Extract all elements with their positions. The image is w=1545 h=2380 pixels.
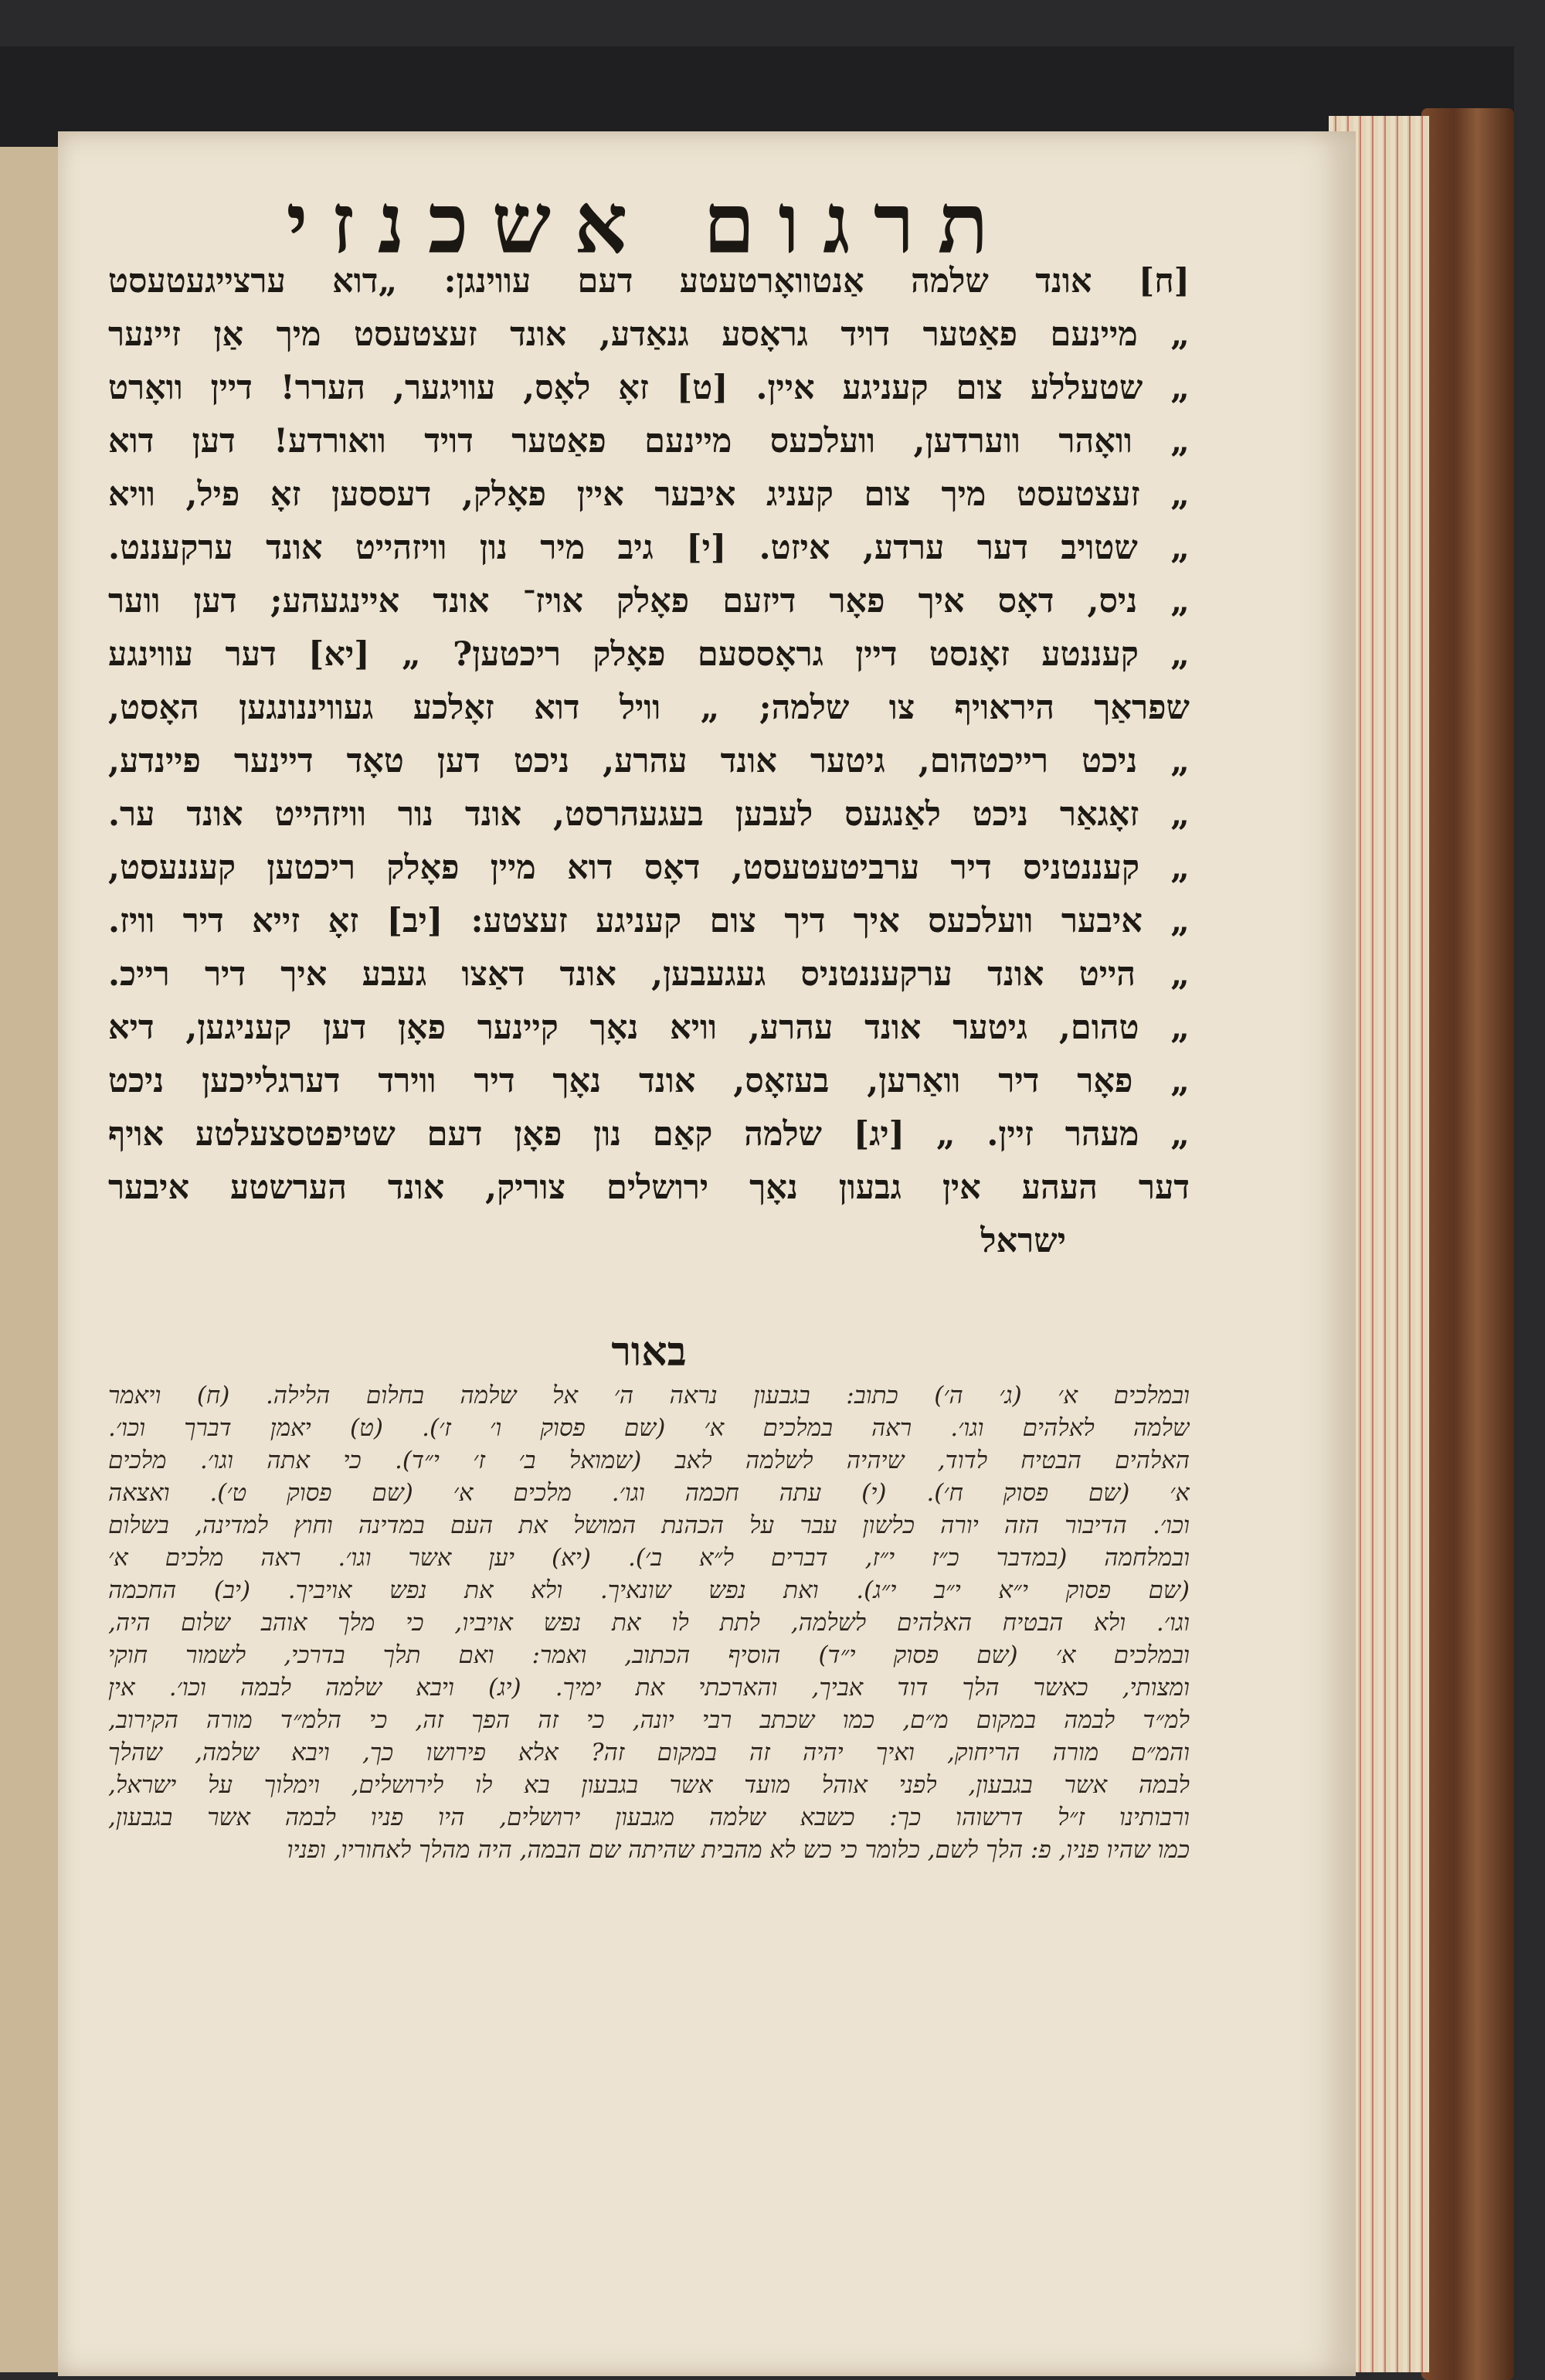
text-line: „ שטויב דער ערדע, איזט. [י] גיב מיר נון וויזהייט אונד ערקעננט. [108,529,1190,567]
commentary-line: האלהים הבטיח לדוד, שיהיה לשלמה לאב (שמואל ב׳ ז׳ י״ד). כי אתה וגו׳. מלכים [108,1447,1190,1474]
page-header: תרגום אשכנזי [286,175,1012,273]
text-line: „ ניס, דאָס איך פאָר דיזעם פאָלק אויז־ אונד איינגעהע; דען ווער [108,582,1190,620]
translation-text [108,255,1190,1268]
text-line: „ קעננטע זאָנסט דיין גראָססעם פאָלק ריכטען? „ [יא] דער עווינגע [108,635,1190,674]
text-line: „ איבער וועלכעס איך דיך צום קעניגע זעצטע: [יב] זאָ זייא דיר וויז. [108,902,1190,940]
commentary-line: ובמלחמה (במדבר כ״ז י״ז, דברים ל״א ב׳). (יא) יען אשר וגו׳. ראה מלכים א׳ [108,1544,1190,1572]
commentary-line: ובמלכים א׳ (שם פסוק י״ד) הוסיף הכתוב, ואמר: ואם תלך בדרכי, לשמור חוקי [108,1641,1190,1669]
commentary-text [108,1379,1190,1866]
previous-page-edge [0,147,62,2372]
commentary-line: שלמה לאלהים וגו׳. ראה במלכים א׳ (שם פסוק ו׳ ז׳). (ט) יאמן דברך וכו׳. [108,1414,1190,1442]
commentary-line: וכו׳. הדיבור הזה יורה כלשון עבר על הכהנת המושל את העם במדינה וחוץ למדינה, בשלום [108,1511,1190,1539]
commentary-line: א׳ (שם פסוק ח׳). (י) עתה חכמה וגו׳. מלכים א׳ (שם פסוק ט׳). ואצאה [108,1479,1190,1507]
text-line: „ פאָר דיר וואַרען, בעזאָס, אונד נאָך דיר ווירד דערגלייכען ניכט [108,1062,1190,1100]
text-line: „ שטעללע צום קעניגע איין. [ט] זאָ לאָס, עוויגער, הערר! דיין וואָרט [108,369,1190,407]
commentary-line: ומצותי, כאשר הלך דוד אביך, והארכתי את ימיך. (יג) ויבא שלמה לבמה וכו׳. אין [108,1674,1190,1702]
text-line: „ מעהר זיין. „ [יג] שלמה קאַם נון פאָן דעם שטיפטסצעלטע אויף [108,1115,1190,1154]
text-line: דער העהע אין גבעון נאָך ירושלים צוריק, אונד הערשטע איבער [108,1168,1190,1207]
text-line: „ זאָגאַר ניכט לאַנגעס לעבען בעגעהרסט, אונד נור וויזהייט אונד ער. [108,795,1190,834]
text-line: ישראל [980,1222,1066,1260]
commentary-heading: באור [611,1328,687,1375]
text-line: „ וואָהר ווערדען, וועלכעס מיינעם פאַטער דויד וואורדע! דען דוא [108,422,1190,461]
text-line: [ח] אונד שלמה אַנטוואָרטעטע דעם עווינגן: „דוא ערצייגעטעסט [108,262,1190,301]
commentary-line: והמ״ם מורה הריחוק, ואיך יהיה זה במקום זה? אלא פירושו כך, ויבא שלמה, שהלך [108,1739,1190,1766]
text-line: „ זעצטעסט מיך צום קעניג איבער איין פאָלק, דעססען זאָ פיל, וויא [108,475,1190,514]
text-line: „ ניכט רייכטהום, גיטער אונד עהרע, ניכט דען טאָד דיינער פיינדע, [108,742,1190,780]
text-line: „ קעננטניס דיר ערביטעטעסט, דאָס דוא מיין פאָלק ריכטען קעננעסט, [108,848,1190,887]
text-line: „ טהום, גיטער אונד עהרע, וויא נאָך קיינער פאָן דען קעניגען, דיא [108,1008,1190,1047]
commentary-line: (שם פסוק י״א י״ב י״ג). ואת נפש שונאיך. ולא את נפש אויביך. (יב) החכמה [108,1576,1190,1604]
text-line: שפראַך היראויף צו שלמה; „ וויל דוא זאָלכע געוויננונגען האָסט, [108,688,1190,727]
leather-cover [1421,108,1514,2380]
commentary-line: ובמלכים א׳ (ג׳ ה׳) כתוב: בגבעון נראה ה׳ אל שלמה בחלום הלילה. (ח) ויאמר [108,1382,1190,1409]
commentary-line: כמו שהיו פניו, פ: הלך לשם, כלומר כי כש לא מהבית שהיתה שם הבמה, היה מהלך לאחוריו, ופניו [287,1836,1190,1864]
commentary-line: וגו׳. ולא הבטיח האלהים לשלמה, לתת לו את נפש אויביו, כי מלך אוהב שלום היה, [108,1609,1190,1637]
text-line: „ הייט אונד ערקעננטניס געגעבען, אונד דאַצו געבע איך דיר רייכ. [108,955,1190,994]
commentary-line: לבמה אשר בגבעון, לפני אוהל מועד אשר בגבעון בא לו לירושלים, וימלוך על ישראל, [108,1771,1190,1799]
commentary-line: למ״ד לבמה במקום מ״ם, כמו שכתב רבי יונה, כי זה הפך זה, כי הלמ״ד מורה הקירוב, [108,1706,1190,1734]
text-line: „ מיינעם פאַטער דויד גראָסע גנאַדע, אונד זעצטעסט מיך אַן זיינער [108,315,1190,354]
commentary-line: ורבותינו ז״ל דרשוהו כך: כשבא שלמה מגבעון ירושלים, היו פניו לבמה אשר בגבעון, [108,1804,1190,1831]
